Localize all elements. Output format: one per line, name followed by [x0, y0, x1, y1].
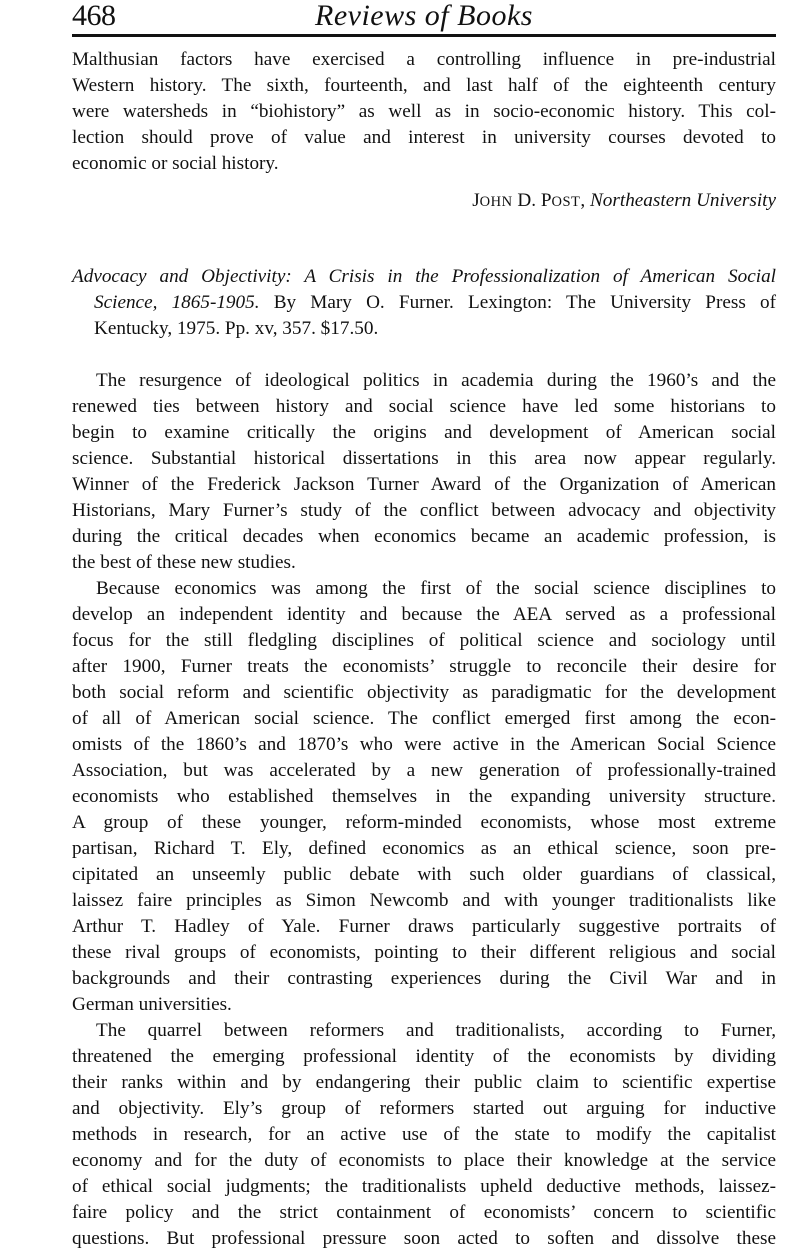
text-line: German universities.: [72, 994, 232, 1015]
text-line: partisan, Richard T. Ely, defined economics as an ethical science, soon pre-: [72, 838, 776, 859]
text-line: develop an independent identity and because the AEA served as a professional: [72, 604, 776, 625]
text-line: methods in research, for an active use of the state to modify the capitalist: [72, 1124, 776, 1145]
text-line: A group of these younger, reform-minded economists, whose most extreme: [72, 812, 776, 833]
page-header: [72, 0, 776, 36]
text-line: both social reform and scientific objectivity as paradigmatic for the development: [72, 682, 776, 703]
text-line: The resurgence of ideological politics in academia during the 1960’s and the: [96, 370, 776, 391]
text-line: of all of American social science. The conflict emerged first among the econ-: [72, 708, 776, 729]
text-line: Western history. The sixth, fourteenth, and last half of the eighteenth century: [72, 75, 776, 96]
text-line: threatened the emerging professional identity of the economists by dividing: [72, 1046, 776, 1067]
text-line: their ranks within and by endangering their public claim to scientific expertise: [72, 1072, 776, 1093]
text-line: Malthusian factors have exercised a controlling influence in pre-industrial: [72, 49, 776, 70]
text-line: renewed ties between history and social science have led some historians to: [72, 396, 776, 417]
text-line: economy and for the duty of economists to place their knowledge at the service: [72, 1150, 776, 1171]
text-line: these rival groups of economists, pointing to their different religious and social: [72, 942, 776, 963]
text-line: faire policy and the strict containment of economists’ concern to scientific: [72, 1202, 776, 1223]
reviewer-affiliation: Northeastern University: [590, 190, 776, 211]
text-line: economic or social history.: [72, 153, 279, 174]
text-line: questions. But professional pressure soon acted to soften and dissolve these: [72, 1228, 776, 1249]
text-line: laissez faire principles as Simon Newcomb and with younger traditionalists like: [72, 890, 776, 911]
text-line: Association, but was accelerated by a new generation of professionally-trained: [72, 760, 776, 781]
text-line: and objectivity. Ely’s group of reformers started out arguing for inductive: [72, 1098, 776, 1119]
page-number: 468: [72, 0, 116, 32]
text-line: after 1900, Furner treats the economists’ struggle to reconcile their desire for: [72, 656, 776, 677]
text-line: the best of these new studies.: [72, 552, 296, 573]
text-line: lection should prove of value and interest in university courses devoted to: [72, 127, 776, 148]
text-line: The quarrel between reformers and traditionalists, according to Furner,: [96, 1020, 776, 1041]
text-line: were watersheds in “biohistory” as well as in socio-economic history. This col-: [72, 101, 776, 122]
text-line: focus for the still fledgling disciplines of political science and sociology until: [72, 630, 776, 651]
text-line: of ethical social judgments; the traditionalists upheld deductive methods, laissez-: [72, 1176, 776, 1197]
text-line: cipitated an unseemly public debate with such older guardians of classical,: [72, 864, 776, 885]
reviewer-name-last-initial: P: [540, 190, 552, 211]
reviewer-name-initial: J: [472, 190, 480, 211]
separator: ,: [580, 190, 590, 211]
text-line: begin to examine critically the origins and development of American social: [72, 422, 776, 443]
text-line: economists who established themselves in the expanding university structure.: [72, 786, 776, 807]
text-line: Because economics was among the first of the social science disciplines to: [96, 578, 776, 599]
book-title-continued: Science, 1865-1905.: [94, 292, 260, 313]
header-rule: [72, 34, 776, 37]
publication-info: By Mary O. Furner. Lexington: The University Press of: [259, 292, 776, 313]
text-line: omists of the 1860’s and 1870’s who were active in the American Social Science: [72, 734, 776, 755]
running-head: Reviews of Books: [315, 0, 533, 32]
reviewer-signature: [472, 188, 776, 215]
text-line: Arthur T. Hadley of Yale. Furner draws particularly suggestive portraits of: [72, 916, 776, 937]
publication-details: Kentucky, 1975. Pp. xv, 357. $17.50.: [94, 318, 379, 339]
citation-line: [94, 290, 776, 316]
text-line: Winner of the Frederick Jackson Turner Award of the Organization of American: [72, 474, 776, 495]
text-line: during the critical decades when economics became an academic profession, is: [72, 526, 776, 547]
reviewer-name-middle: D.: [512, 190, 541, 211]
text-line: science. Substantial historical dissertations in this area now appear regularly.: [72, 448, 776, 469]
text-line: backgrounds and their contrasting experiences during the Civil War and in: [72, 968, 776, 989]
reviewer-name-last: OST: [551, 194, 581, 210]
text-line: Historians, Mary Furner’s study of the conflict between advocacy and objectivity: [72, 500, 776, 521]
book-title-line: Advocacy and Objectivity: A Crisis in the Professionalization of American Social: [72, 266, 776, 287]
reviewer-name-first: OHN: [479, 194, 513, 210]
